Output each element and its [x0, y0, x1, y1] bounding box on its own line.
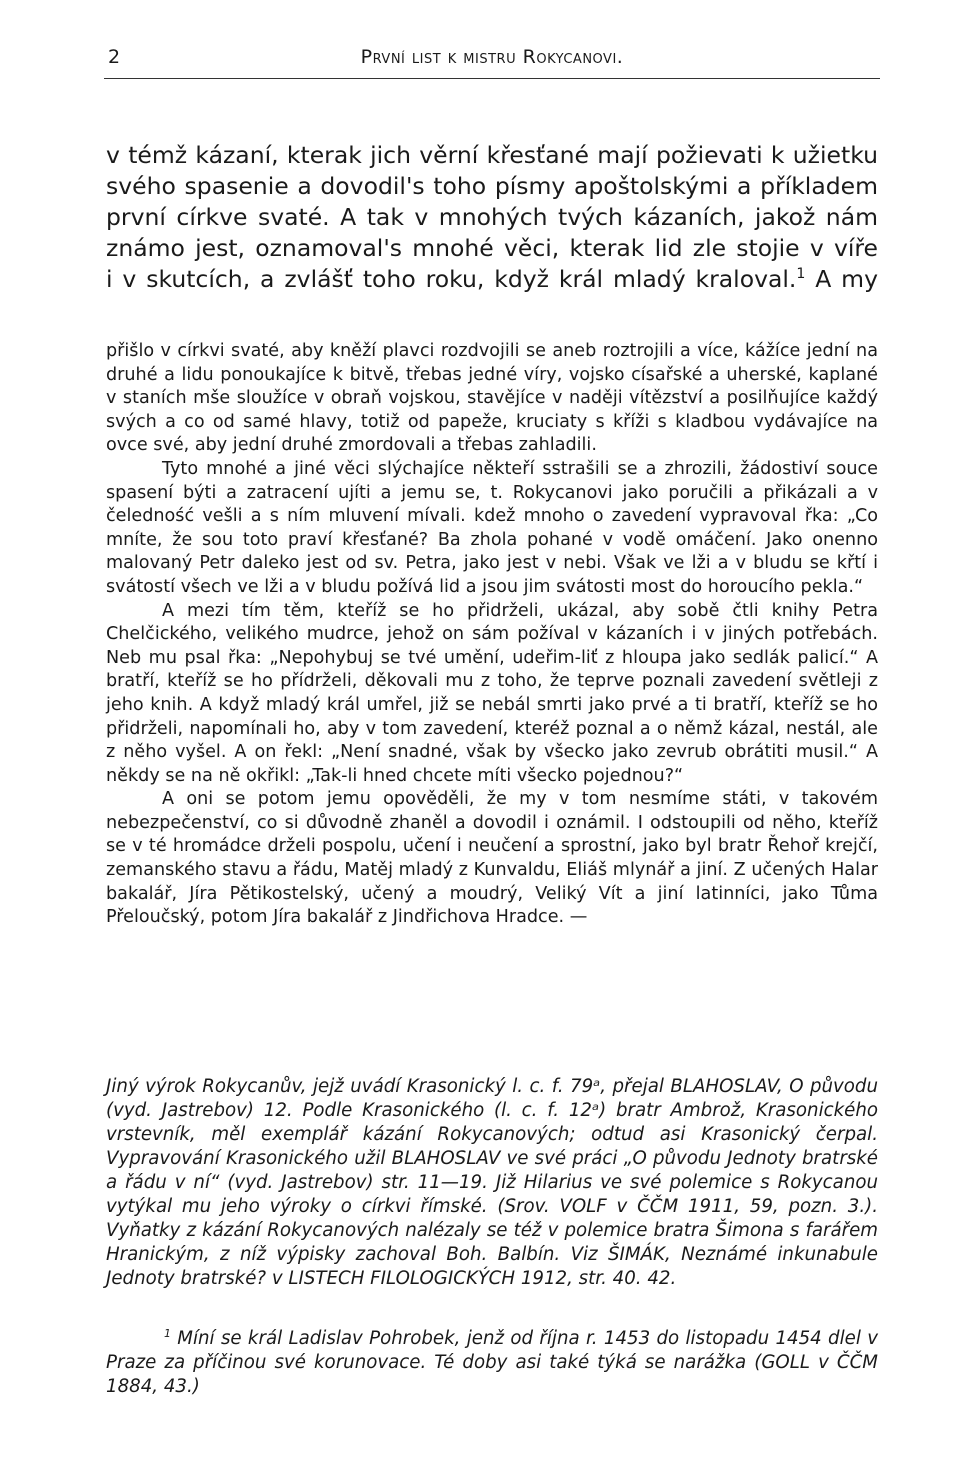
body-paragraph-4: A oni se potom jemu opověděli, že my v tom nesmíme státi, v takovém nebezpečenství, co si důvodně zhaněl a dovodil i oznámil. I odstoupili od něho, kteříž se v té hromádce drželi pospolu, učení i neučení a sprostní, jako byl bratr Řehoř krejčí, zemanského stavu a řádu, Matěj mladý z Kunvaldu, Eliáš mlynář a jiní. Z učených Halar bakalář, Jíra Pětikostelský, učený a moudrý, Veliký Vít a jiní latinníci, jako Tůma Přeloučský, potom Jíra bakalář z Jindřichova Hradce. —	[106, 789, 878, 928]
main-line-4: známo jest, oznamoval's mnohé věci, kterak lid zle stojie v víře	[106, 234, 878, 262]
main-text	[106, 140, 878, 295]
running-head	[104, 44, 880, 74]
body-paragraph-2: Tyto mnohé a jiné věci slýchajíce někteří sstrašili se a zhrozili, žádostiví souce spasení býti a zatracení ujíti a jemu se, t. Rokycanovi jako poručili a přikázali a v čeledność vešli a s ním mluvení mívali. kdež mnoho o zavedení vypravoval řka: „Co mníte, že sou toto praví křesťané? Ba zhola pohané v vodě omáčení. Jako onenno malovaný Petr daleko jest od sv. Petra, jako jest v nebi. Však ve lži a v bludu se křtí i svátostí všech ve lži a v bludu požívá lid a jsou jim svátosti most do horoucího pekla.“	[106, 458, 878, 597]
footnote-paragraph	[106, 1327, 878, 1399]
body-paragraph-1: přišlo v církvi svaté, aby kněží plavci rozdvojili se aneb roztrojili a více, kážíce jední na druhé a lidu ponoukajíce k bitvě, třebas jedné víry, vojsko císařské a uherské, kaplané v staních mše sloužíce v obraň vojskou, stavějíce v naději vítězství a posilňujíce každý svých a co od samé hlavy, totiž od papeže, kruciaty s kříži s kladbou vydávajíce na ovce své, aby jední druhé zmordovali a třebas zahladili.	[106, 341, 878, 456]
main-line-5-text: i v skutcích, a zvlášť toho roku, když král mladý kraloval.	[106, 265, 797, 293]
main-line-2: svého spasenie a dovodil's toho písmy apoštolskými a příkladem	[106, 172, 878, 200]
footnote-marker: 1	[164, 1326, 171, 1340]
editorial-note-text: Jiný výrok Rokycanův, jejž uvádí Krasonický l. c. f. 79ᵃ, přejal BLAHOSLAV, O původu (vyd. Jastrebov) 12. Podle Krasonického (l. c. f. 12ᵃ) bratr Ambrož, Krasonického vrstevník, měl exemplář kázání Rokycanových; odtud asi Krasonický čerpal. Vypravování Krasonického užil BLAHOSLAV ve své práci „O původu Jednoty bratrské a řádu v ní“ (vyd. Jastrebov) str. 11—19. Již Hilarius ve své polemice s Rokycanou vytýkal mu jeho výroky o církvi římské. (Srov. VOLF v ČČM 1911, 59, pozn. 3.). Vyňatky z kázání Rokycanových nalézaly se též v polemice bratra Šimona s farářem Hranickým, z níž výpisky zachoval Boh. Balbín. Viz ŠIMÁK, Neznámé inkunabule Jednoty bratrské? v LISTECH FILOLOGICKÝCH 1912, str. 40. 42.	[106, 1076, 878, 1289]
footnote-text: Míní se král Ladislav Pohrobek, jenž od října r. 1453 do listopadu 1454 dlel v Praze za příčinou své korunovace. Té doby asi také týká se narážka (GOLL v ČČM 1884, 43.)	[106, 1328, 878, 1397]
main-line-3: první církve svaté. A tak v mnohých tvých kázaních, jakož nám	[106, 203, 878, 231]
editorial-note	[106, 1075, 878, 1291]
body-text	[106, 340, 878, 930]
main-line-1: v témž kázaní, kterak jich věrní křesťané mají požievati k užietku	[106, 141, 878, 169]
running-title: První list k mistru Rokycanovi.	[360, 46, 624, 68]
main-line-5	[106, 264, 878, 295]
main-line-5-end: A my	[805, 265, 878, 293]
footnote-ref: 1	[796, 266, 806, 283]
page-number: 2	[108, 46, 121, 68]
footnote	[106, 1327, 878, 1399]
header-rule	[104, 78, 880, 79]
body-paragraph-3: A mezi tím těm, kteříž se ho přidrželi, ukázal, aby sobě čtli knihy Petra Chelčického, velikého mudrce, jehož on sám požíval v kázaních i v jiných potřebách. Neb mu psal řka: „Nepohybuj se tvé umění, udeřim-liť z hloupa jako sedlák palicí.“ A bratří, kteříž se ho přídrželi, děkovali mu z toho, že teprve poznali zavedení světleji z jeho knih. A když mladý král umřel, již se nebál smrti jako prvé a ti bratří, kteříž se ho přidrželi, napomínali ho, aby v tom zavedení, kteréž poznal a o němž kázal, nestál, ale z něho vyšel. A on řekl: „Není snadné, však by všecko jako zevrub obrátiti musil.“ A někdy se na ně okřikl: „Tak-li hned chcete míti všecko pojednou?“	[106, 600, 878, 786]
